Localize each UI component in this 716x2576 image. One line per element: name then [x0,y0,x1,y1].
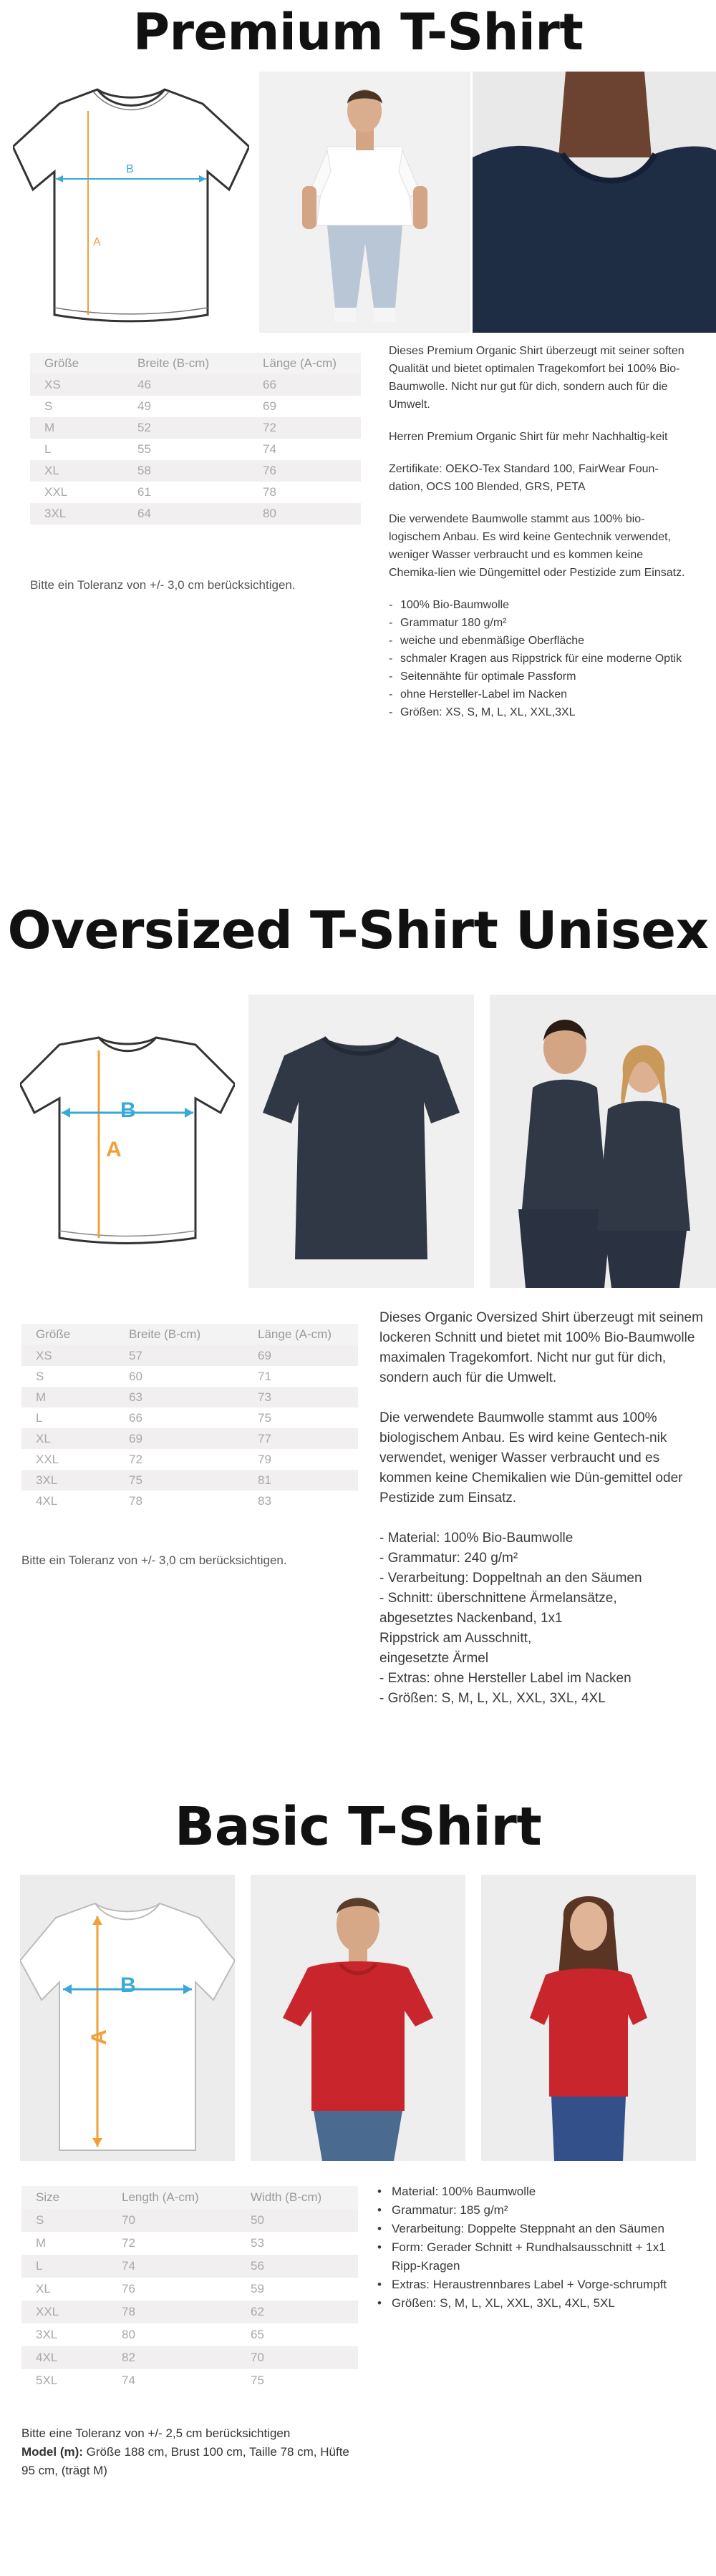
table-cell: 63 [115,1387,243,1407]
table-header: Größe [30,353,123,374]
basic-title: Basic T-Shirt [174,1796,542,1858]
table-row [30,396,361,417]
table-header: Size [21,2186,107,2209]
table-cell: 4XL [21,1491,115,1511]
table-cell: 75 [243,1407,358,1428]
table-row [30,460,361,482]
list-item: • Grammatur: 185 g/m² [376,2201,691,2220]
list-item: • Extras: Heraustrennbares Label + Vorge-schrumpft [376,2275,691,2294]
tshirt-outline-icon [20,1023,235,1259]
table-cell: 3XL [30,503,123,525]
premium-description [389,342,690,721]
oversized-tolerance-note: Bitte ein Toleranz von +/- 3,0 cm berücksichtigen. [21,1553,287,1567]
basic-description [376,2182,691,2313]
table-row [21,1491,358,1511]
table-cell: 81 [243,1470,358,1491]
table-cell: 74 [107,2369,236,2392]
list-item: - Schnitt: überschnittene Ärmelansätze, [379,1591,617,1606]
table-cell: 62 [236,2301,358,2323]
table-row [30,439,361,460]
table-cell: 46 [123,374,248,396]
list-item: - Material: 100% Bio-Baumwolle [379,1531,574,1546]
table-cell: 76 [248,460,361,482]
table-cell: L [21,2255,107,2278]
table-row [21,1345,358,1366]
table-cell: S [21,2209,107,2232]
table-cell: 56 [236,2255,358,2278]
table-cell: 80 [107,2323,236,2346]
table-cell: 71 [243,1366,358,1387]
oversized-description [379,1308,709,1709]
description-paragraph: Herren Premium Organic Shirt für mehr Nachhaltig-keit [389,431,668,443]
table-cell: 83 [243,1491,358,1511]
table-row [21,1366,358,1387]
table-row [30,482,361,503]
list-item: • Größen: S, M, L, XL, XXL, 3XL, 4XL, 5XL [376,2294,691,2313]
table-row [21,1449,358,1470]
feature-list [376,2182,691,2313]
table-row [21,1470,358,1491]
table-cell: XL [21,2278,107,2301]
list-item: - 100% Bio-Baumwolle [389,596,690,614]
oversized-product-photo [248,995,474,1288]
table-cell: 72 [107,2232,236,2255]
feature-list [389,596,690,721]
diagram-label-b: B [120,1974,136,1997]
list-item: - Verarbeitung: Doppeltnah an den Säumen [379,1571,642,1586]
table-cell: XS [30,374,123,396]
list-item: - schmaler Kragen aus Rippstrick für eine moderne Optik [389,650,690,668]
basic-female-model-photo [481,1875,696,2161]
table-cell: L [30,439,123,460]
table-cell: 57 [115,1345,243,1366]
feature-list [379,1528,709,1709]
table-row [21,2209,358,2232]
table-cell: XXL [21,1449,115,1470]
premium-detail-photo [473,72,716,333]
table-cell: 76 [107,2278,236,2301]
table-row [21,2278,358,2301]
table-cell: S [21,1366,115,1387]
table-cell: S [30,396,123,417]
table-cell: 69 [248,396,361,417]
table-cell: 70 [236,2346,358,2369]
table-header: Length (A-cm) [107,2186,236,2209]
table-cell: 59 [236,2278,358,2301]
model-label: Model (m): [21,2445,83,2459]
list-item: - Grammatur: 240 g/m² [379,1551,518,1566]
table-cell: 53 [236,2232,358,2255]
table-cell: 72 [115,1449,243,1470]
table-cell: XL [21,1428,115,1449]
table-cell: 73 [243,1387,358,1407]
table-cell: 49 [123,396,248,417]
description-paragraph: Die verwendete Baumwolle stammt aus 100% bio-logischem Anbau. Es wird keine Gentechnik verwendet, weniger Wasser verbraucht und es kommen keine Chemika-lien wie Düngemittel oder Pestizide zum Einsatz. [389,513,685,579]
basic-notes [21,2424,358,2480]
table-cell: 60 [115,1366,243,1387]
list-item: abgesetztes Nackenband, 1x1 [379,1611,563,1626]
table-cell: 75 [236,2369,358,2392]
table-header: Länge (A-cm) [243,1324,358,1345]
model-info [21,2443,358,2480]
list-item: - Extras: ohne Hersteller Label im Nacken [379,1671,632,1686]
table-row [21,1387,358,1407]
table-cell: 65 [236,2323,358,2346]
table-cell: 55 [123,439,248,460]
table-cell: 3XL [21,2323,107,2346]
premium-size-diagram [13,72,249,329]
table-cell: 58 [123,460,248,482]
list-item: • Material: 100% Baumwolle [376,2182,691,2201]
table-cell: 66 [115,1407,243,1428]
table-row [30,417,361,439]
oversized-size-table [21,1324,358,1511]
table-cell: 78 [107,2301,236,2323]
table-row [21,1407,358,1428]
table-cell: 72 [248,417,361,439]
table-cell: 5XL [21,2369,107,2392]
list-item: eingesetzte Ärmel [379,1651,489,1666]
description-paragraph: Zertifikate: OEKO-Tex Standard 100, FairWear Foun-dation, OCS 100 Blended, GRS, PETA [389,463,659,493]
table-row [21,2232,358,2255]
table-cell: 74 [107,2255,236,2278]
table-row [21,1428,358,1449]
table-cell: XL [30,460,123,482]
table-cell: XXL [30,482,123,503]
table-header: Breite (B-cm) [115,1324,243,1345]
diagram-label-a: A [87,2029,111,2045]
model-text: Größe 188 cm, Brust 100 cm, Taille 78 cm, Hüfte 95 cm, (trägt M) [21,2445,349,2477]
basic-size-table [21,2186,358,2392]
table-cell: XS [21,1345,115,1366]
tshirt-outline-icon [20,1875,235,2161]
table-row [21,2346,358,2369]
table-header: Länge (A-cm) [248,353,361,374]
list-item: - Grammatur 180 g/m² [389,614,690,632]
table-cell: 69 [243,1345,358,1366]
table-header: Größe [21,1324,115,1345]
table-cell: M [30,417,123,439]
table-cell: 64 [123,503,248,525]
basic-male-model-photo [251,1875,465,2161]
basic-tolerance-note: Bitte eine Toleranz von +/- 2,5 cm berücksichtigen [21,2426,291,2440]
diagram-label-a: A [93,236,101,248]
table-cell: 4XL [21,2346,107,2369]
premium-title: Premium T-Shirt [132,3,584,62]
list-item: - Größen: XS, S, M, L, XL, XXL,3XL [389,703,690,721]
description-paragraph: Dieses Premium Organic Shirt überzeugt mit seiner soften Qualität und bietet optimalen Tragekomfort bei 100% Bio-Baumwolle. Nicht nur gut für dich, sondern auch für die Umwelt. [389,345,684,411]
table-cell: 79 [243,1449,358,1470]
list-item: • Form: Gerader Schnitt + Rundhalsausschnitt + 1x1 Ripp-Kragen [376,2238,691,2275]
table-cell: 75 [115,1470,243,1491]
list-item: - weiche und ebenmäßige Oberfläche [389,632,690,650]
table-cell: 52 [123,417,248,439]
table-cell: XXL [21,2301,107,2323]
oversized-title: Oversized T-Shirt Unisex [7,900,709,960]
diagram-label-a: A [106,1138,122,1161]
description-paragraph: Die verwendete Baumwolle stammt aus 100% biologischem Anbau. Es wird keine Gentech-nik verwendet, weniger Wasser verbraucht und es kommen keine Chemikalien wie Dün-gemittel oder Pestizide zum Einsatz. [379,1410,683,1506]
table-cell: 74 [248,439,361,460]
diagram-label-b: B [120,1098,136,1122]
premium-model-photo [259,72,470,333]
table-cell: L [21,1407,115,1428]
tshirt-outline-icon [13,72,249,329]
table-header: Breite (B-cm) [123,353,248,374]
oversized-models-photo [490,995,716,1288]
list-item: - Seitennähte für optimale Passform [389,668,690,686]
premium-size-table [30,353,361,525]
basic-size-diagram [20,1875,235,2161]
list-item: - ohne Hersteller-Label im Nacken [389,686,690,703]
table-cell: 80 [248,503,361,525]
table-cell: 66 [248,374,361,396]
table-row [30,374,361,396]
list-item: • Verarbeitung: Doppelte Steppnaht an den Säumen [376,2220,691,2238]
table-row [21,2301,358,2323]
list-item: Rippstrick am Ausschnitt, [379,1631,532,1646]
table-row [21,2369,358,2392]
table-row [21,2255,358,2278]
premium-tolerance-note: Bitte ein Toleranz von +/- 3,0 cm berücksichtigen. [30,578,296,592]
table-cell: 78 [115,1491,243,1511]
table-cell: 3XL [21,1470,115,1491]
table-cell: 82 [107,2346,236,2369]
oversized-size-diagram [20,1023,235,1259]
description-paragraph: Dieses Organic Oversized Shirt überzeugt mit seinem lockeren Schnitt und bietet mit 100% Bio-Baumwolle maximalen Tragekomfort. Nicht nur gut für dich, sondern auch für die Umwelt. [379,1310,703,1385]
table-cell: 69 [115,1428,243,1449]
table-header: Width (B-cm) [236,2186,358,2209]
table-cell: 77 [243,1428,358,1449]
table-cell: 70 [107,2209,236,2232]
table-cell: 61 [123,482,248,503]
table-cell: 50 [236,2209,358,2232]
table-row [21,2323,358,2346]
table-cell: M [21,1387,115,1407]
diagram-label-b: B [126,163,134,175]
table-cell: M [21,2232,107,2255]
list-item: - Größen: S, M, L, XL, XXL, 3XL, 4XL [379,1691,606,1706]
table-cell: 78 [248,482,361,503]
table-row [30,503,361,525]
